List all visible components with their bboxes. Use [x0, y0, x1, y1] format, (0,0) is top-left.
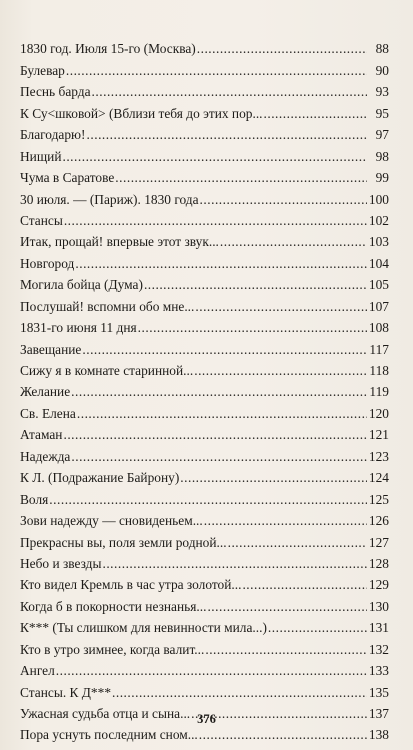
dot-leader: [63, 427, 367, 443]
toc-entry-page: 102: [368, 212, 389, 228]
toc-entry-title: Нищий: [20, 148, 62, 164]
toc-entry: [20, 529, 389, 550]
toc-entry-title: Желание: [20, 384, 71, 400]
toc-entry-title: Стансы. К Д***: [20, 684, 112, 700]
toc-entry-title: К Л. (Подражание Байрону): [20, 470, 180, 486]
toc-entry-page: 98: [375, 148, 389, 164]
toc-entry-page: 100: [368, 191, 389, 207]
toc-entry: [20, 615, 389, 636]
toc-entry: [20, 272, 389, 293]
dot-leader: [200, 192, 367, 208]
toc-entry: [20, 143, 389, 164]
toc-entry: [20, 315, 389, 336]
dot-leader: [102, 556, 367, 572]
toc-entry: [20, 293, 389, 314]
toc-entry-title: Кто в утро зимнее, когда валит...: [20, 641, 205, 657]
toc-entry-page: 120: [368, 405, 389, 421]
toc-entry: [20, 551, 389, 572]
dot-leader: [180, 470, 367, 486]
toc-entry: [20, 486, 389, 507]
dot-leader: [138, 320, 367, 336]
toc-entry-page: 125: [368, 491, 389, 507]
toc-entry-title: К Су<шковой> (Вблизи тебя до этих пор...: [20, 105, 263, 121]
toc-entry-title: Песнь барда: [20, 84, 91, 100]
dot-leader: [49, 492, 367, 508]
toc-entry-title: Небо и звезды: [20, 555, 102, 571]
toc-entry-page: 121: [368, 427, 389, 443]
dot-leader: [62, 149, 367, 165]
toc-entry-title: Св. Елена: [20, 405, 76, 421]
toc-entry: [20, 336, 389, 357]
toc-entry-title: Послушай! вспомни обо мне...: [20, 298, 195, 314]
toc-entry-title: Благодарю!: [20, 127, 86, 143]
toc-entry-page: 117: [369, 341, 389, 357]
dot-leader: [71, 384, 367, 400]
toc-entry-title: Когда б в покорности незнанья...: [20, 598, 207, 614]
toc-entry-title: Ангел: [20, 663, 55, 679]
dot-leader: [112, 685, 367, 701]
toc-entry: [20, 508, 389, 529]
toc-entry-title: Стансы: [20, 212, 63, 228]
toc-entry: [20, 572, 389, 593]
toc-entry-title: Прекрасны вы, поля земли родной...: [20, 534, 227, 550]
toc-entry: [20, 122, 389, 143]
toc-entry: [20, 636, 389, 657]
toc-entry-page: 128: [368, 555, 389, 571]
toc-entry: [20, 208, 389, 229]
toc-entry-title: Кто видел Кремль в час утра золотой...: [20, 577, 242, 593]
toc-entry-page: 103: [368, 234, 389, 250]
toc-entry: [20, 358, 389, 379]
dot-leader: [77, 406, 367, 422]
dot-leader: [92, 84, 367, 100]
toc-entry-page: 124: [368, 470, 389, 486]
toc-entry-page: 132: [368, 641, 389, 657]
toc-entry: [20, 422, 389, 443]
toc-entry-page: 127: [368, 534, 389, 550]
dot-leader: [228, 535, 367, 551]
toc-entry: [20, 165, 389, 186]
toc-entry-page: 130: [368, 598, 389, 614]
toc-entry-title: Новгород: [20, 255, 75, 271]
dot-leader: [199, 727, 367, 743]
dot-leader: [71, 449, 367, 465]
toc-entry: [20, 100, 389, 121]
toc-entry-page: 93: [375, 84, 389, 100]
toc-entry-title: Зови надежду — сновиденьем...: [20, 513, 203, 529]
toc-entry-page: 137: [368, 706, 389, 721]
toc-entry-title: Воля: [20, 491, 49, 507]
dot-leader: [205, 642, 367, 658]
toc-entry: [20, 229, 389, 250]
toc-entry: [20, 658, 389, 679]
toc-entry: [20, 593, 389, 614]
dot-leader: [195, 299, 367, 315]
dot-leader: [115, 170, 367, 186]
dot-leader: [242, 577, 367, 593]
toc-entry-title: К*** (Ты слишком для невинности мила...): [20, 620, 267, 636]
toc-entry-title: Сижу я в комнате старинной...: [20, 363, 194, 378]
toc-entry-page: 95: [375, 105, 389, 121]
dot-leader: [194, 363, 367, 379]
dot-leader: [268, 620, 367, 636]
toc-entry-title: Пора уснуть последним сном...: [20, 727, 198, 743]
toc-entry-title: Надежда: [20, 448, 71, 464]
toc-entry: [20, 57, 389, 78]
toc-entry-title: Чума в Саратове: [20, 170, 115, 186]
dot-leader: [56, 663, 367, 679]
toc-entry: [20, 379, 389, 400]
toc-entry-page: 129: [368, 577, 389, 593]
toc-entry-page: 138: [368, 727, 389, 743]
dot-leader: [204, 513, 367, 529]
toc-entry-page: 90: [375, 62, 389, 78]
dot-leader: [197, 41, 367, 57]
toc-entry-page: 133: [368, 663, 389, 679]
dot-leader: [75, 256, 367, 272]
toc-entry-page: 97: [375, 127, 389, 143]
toc-entry-page: 123: [368, 448, 389, 464]
toc-entry-page: 99: [375, 170, 389, 186]
dot-leader: [64, 213, 367, 229]
toc-entry-page: 107: [368, 298, 389, 314]
toc-entry-title: 1830 год. Июля 15-го (Москва): [20, 41, 196, 57]
dot-leader: [144, 277, 367, 293]
toc-entry-title: Могила бойца (Дума): [20, 277, 143, 293]
toc-entry: [20, 250, 389, 271]
toc-entry-page: 118: [369, 363, 389, 378]
toc-entry: [20, 79, 389, 100]
toc-entry-title: Итак, прощай! впервые этот звук...: [20, 234, 219, 250]
toc-entry-title: Булевар: [20, 62, 65, 78]
toc-entry-page: 104: [368, 255, 389, 271]
toc-entry-title: 30 июля. — (Париж). 1830 года: [20, 191, 199, 207]
toc-entry-title: Завещание: [20, 341, 82, 357]
toc-entry-page: 131: [368, 620, 389, 636]
toc-entry-page: 119: [369, 384, 389, 400]
dot-leader: [207, 599, 367, 615]
toc-entry-page: 105: [368, 277, 389, 293]
toc-entry: [20, 443, 389, 464]
dot-leader: [66, 63, 367, 79]
toc-entry-page: 126: [368, 513, 389, 529]
dot-leader: [82, 342, 367, 358]
toc-entry-page: 135: [368, 684, 389, 700]
toc-entry-title: Атаман: [20, 427, 63, 443]
dot-leader: [264, 106, 367, 122]
toc-entry: [20, 465, 389, 486]
toc-entry: [20, 36, 389, 57]
table-of-contents: [20, 36, 389, 743]
toc-entry: [20, 186, 389, 207]
dot-leader: [87, 127, 367, 143]
toc-entry: [20, 400, 389, 421]
toc-entry-page: 108: [368, 320, 389, 336]
page-number: 376: [197, 712, 216, 726]
toc-entry-title: Ужасная судьба отца и сына...: [20, 706, 191, 721]
dot-leader: [220, 234, 367, 250]
toc-entry-page: 88: [375, 41, 389, 57]
toc-entry: [20, 679, 389, 700]
toc-entry-title: 1831-го июня 11 дня: [20, 320, 137, 336]
